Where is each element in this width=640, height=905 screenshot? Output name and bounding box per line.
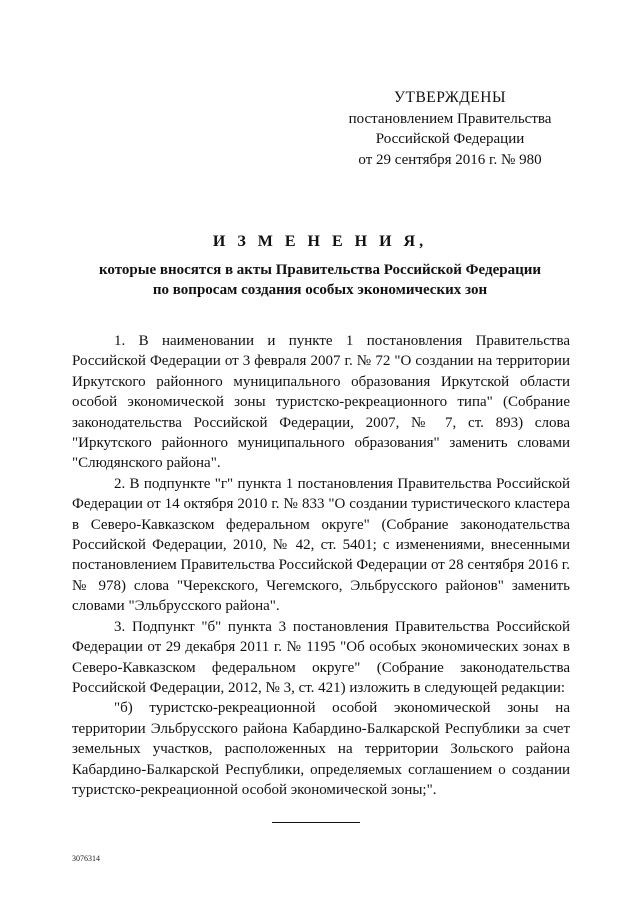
approval-line: Российской Федерации	[375, 131, 525, 147]
paragraph-2: 2. В подпункте "г" пункта 1 постановления Правительства Российской Федерации от 14 октября 2010 г. № 833 "О создании туристического кластера в Северо-Кавказском федеральном округе" (Собрание законодательства Российской Федерации, 2010, № 42, ст. 5401; с изменениями, внесенными постановлением Правительства Российской Федерации от 28 сентября 2016 г. № 978) слова "Черекского, Чегемского, Эльбрусского районов" заменить словами "Эльбрусского района".	[72, 475, 570, 615]
separator-line	[272, 822, 360, 823]
paragraph-3-quote: "б) туристско-рекреационной особой экономической зоны на территории Эльбрусского района Кабардино-Балкарской Республики за счет земельных участков, расположенных на территории Зольского района Кабардино-Балкарской Республики, определяемых соглашением о создании туристско-рекреационной особой экономической зоны;".	[72, 700, 570, 798]
document-subtitle	[60, 260, 580, 300]
document-title: И З М Е Н Е Н И Я,	[212, 233, 428, 250]
document-code: 3076314	[72, 854, 100, 863]
subtitle-line: которые вносятся в акты Правительства Российской Федерации	[98, 262, 542, 278]
approval-title: УТВЕРЖДЕНЫ	[394, 89, 506, 106]
approval-date-number: от 29 сентября 2016 г. № 980	[358, 151, 542, 168]
paragraph-3: 3. Подпункт "б" пункта 3 постановления Правительства Российской Федерации от 29 декабря 2011 г. № 1195 "Об особых экономических зонах в Северо-Кавказском федеральном округе" (Собрание законодательства Российской Федерации, 2012, № 3, ст. 421) изложить в следующей редакции:	[72, 618, 570, 696]
approval-line: постановлением Правительства	[348, 110, 552, 127]
approval-stamp	[330, 88, 570, 170]
paragraph-1: 1. В наименовании и пункте 1 постановления Правительства Российской Федерации от 3 февраля 2007 г. № 72 "О создании на территории Иркутского районного муниципального образования Иркутской области особой экономической зоны туристско-рекреационного типа" (Собрание законодательства Российской Федерации, 2007, № 7, ст. 893) слова "Иркутского районного муниципального образования" заменить словами "Слюдянского района".	[72, 333, 570, 472]
subtitle-line: по вопросам создания особых экономических зон	[152, 282, 488, 298]
document-body	[72, 331, 570, 800]
